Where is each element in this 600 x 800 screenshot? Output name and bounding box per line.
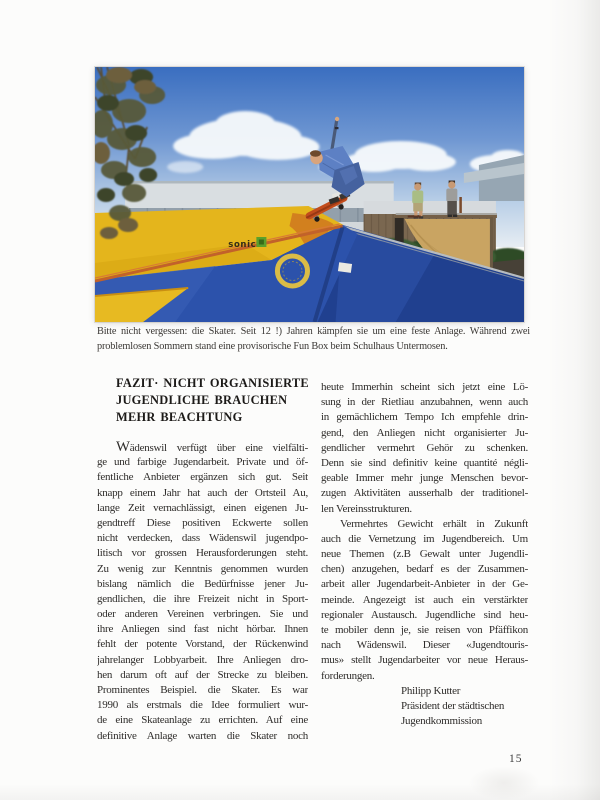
text-line: jahrelanger Lobbyarbeit. Ihre Anliegen dro- (97, 653, 308, 666)
text-line: knapp einem Jahr hat auch der Ortsteil Au, (97, 486, 308, 499)
page-number: 15 (509, 753, 523, 765)
text-line: auch die Vernetzung im Jugendbereich. Um (321, 532, 528, 545)
text-line: de eine Skateanlage zu errichten. Auf eine (97, 714, 308, 727)
signature-line: Präsident der städtischen (401, 699, 505, 712)
text-line: Zu wenig zur Kenntnis genommen wurden (97, 562, 308, 575)
paper-sheet (338, 262, 352, 273)
text-line: Prominentes Beispiel. die Skater. Es war (97, 684, 308, 696)
text-line: fentliche Anbieter ergänzen sich gut. Seit (97, 471, 308, 484)
text-line: lange Zeit vernachlässigt, einen eigenen Ju- (97, 501, 308, 514)
text-line: bislang nämlich die Bedürfnisse jener Ju- (97, 577, 308, 590)
signature-line: Jugendkommission (401, 715, 482, 728)
text-line: oder anderen Vereinen verbringen. Sie und (97, 608, 308, 621)
hair (310, 150, 321, 156)
right-column (321, 380, 528, 729)
text-line: sung in der Rietliau anzubahnen, wenn auch (321, 396, 528, 409)
text-line: 1990 als erstmals die Idee formuliert wur- (97, 699, 308, 712)
text-line: gend, den Anliegen nicht organisierter Ju- (321, 426, 528, 439)
text-line: heute Immerhin scheint sich jetzt eine Lö- (321, 381, 528, 393)
text-line: in gemächlichem Tempo Ich empfehle drin- (321, 411, 528, 424)
text-line: ge und farbige Jugendarbeit. Private und öf- (97, 456, 308, 469)
skatepark-photo-art (95, 67, 524, 322)
text-line: gendlicher vermehrt Gehör zu schenken. (321, 441, 528, 454)
text-line: geable Immer mehr junge Menschen bevor- (321, 472, 528, 485)
photo-caption: Bitte nicht vergessen: die Skater. Seit 12 !) Jahren kämpfen sie um eine feste Anlage. Während zwei problemlosen Sommern stand eine provisorische Fun Box beim Schulhaus Untermosen. (97, 326, 530, 352)
signature-line: Philipp Kutter (401, 684, 461, 697)
text-line: Wädenswil verfügt über eine vielfälti- (116, 440, 308, 455)
heading-line: MEHR BEACHTUNG (116, 410, 243, 424)
text-line: forderungen. (321, 669, 375, 682)
text-line: hen darum oft auf der Strecke zu bleiben. (97, 668, 308, 681)
text-line: zugen Aktivitäten ausserhalb der traditionel- (321, 487, 528, 500)
text-line: litisch vor grossen Herausforderungen steht. (97, 547, 308, 560)
scan-smudge (468, 766, 540, 800)
skateboard-upright (459, 197, 462, 213)
text-line: fehlt der potente Vorstand, der Rückenwind (97, 638, 308, 651)
text-line: len Vereinsstrukturen. (321, 502, 412, 515)
text-line: ihre Anliegen sind fast nicht hörbar. Ihnen (97, 623, 308, 636)
text-line: definitive Anlage warten die Skater noch (97, 729, 308, 742)
scan-edge-shading-right (548, 0, 600, 800)
ramp-logo-text: sonic (228, 240, 257, 250)
text-line: gendlichen, die ihre Freizeit nicht in Sport- (97, 592, 308, 605)
heading-line: FAZIT· NICHT ORGANISIERTE (116, 376, 309, 390)
text-line: arbeit aller Jugendarbeit-Anbieter in der Ge- (321, 578, 528, 591)
text-line: meinde. Angezeigt ist auch ein verstärkter (321, 593, 528, 606)
text-line: nicht verdecken, dass Wädenswil jugendpo- (97, 532, 308, 545)
skatepark-photo (95, 67, 524, 322)
text-line: regionaler Austausch. Jugendliche sind heu- (321, 608, 528, 621)
text-line: Vermehrtes Gewicht erhält in Zukunft (340, 517, 528, 530)
text-line: gendtreff Diese positiven Eckwerte sollen (97, 516, 308, 529)
section-heading (116, 375, 316, 426)
text-line: chen) anzugehen, bedarf es der Zusammen- (321, 563, 528, 576)
skateboard-small (408, 216, 421, 218)
wristwatch (335, 127, 339, 129)
text-line: nach Wädenswil. Dieser «Jugendtouris- (321, 639, 528, 652)
text-line: neue Themen (z.B Gewalt unter Jugendli- (321, 548, 528, 561)
left-column (97, 440, 308, 744)
text-line: mus» stellt Jugendarbeiter vor neue Heraus- (321, 654, 528, 667)
heading-line: JUGENDLICHE BRAUCHEN (116, 393, 288, 407)
text-line: Denn sie sind definitiv keine quantité négli- (321, 456, 528, 469)
drop-cap: W (116, 440, 130, 455)
text-line: te mobiler denn je, sie reisen von Pfäffikon (321, 624, 528, 636)
